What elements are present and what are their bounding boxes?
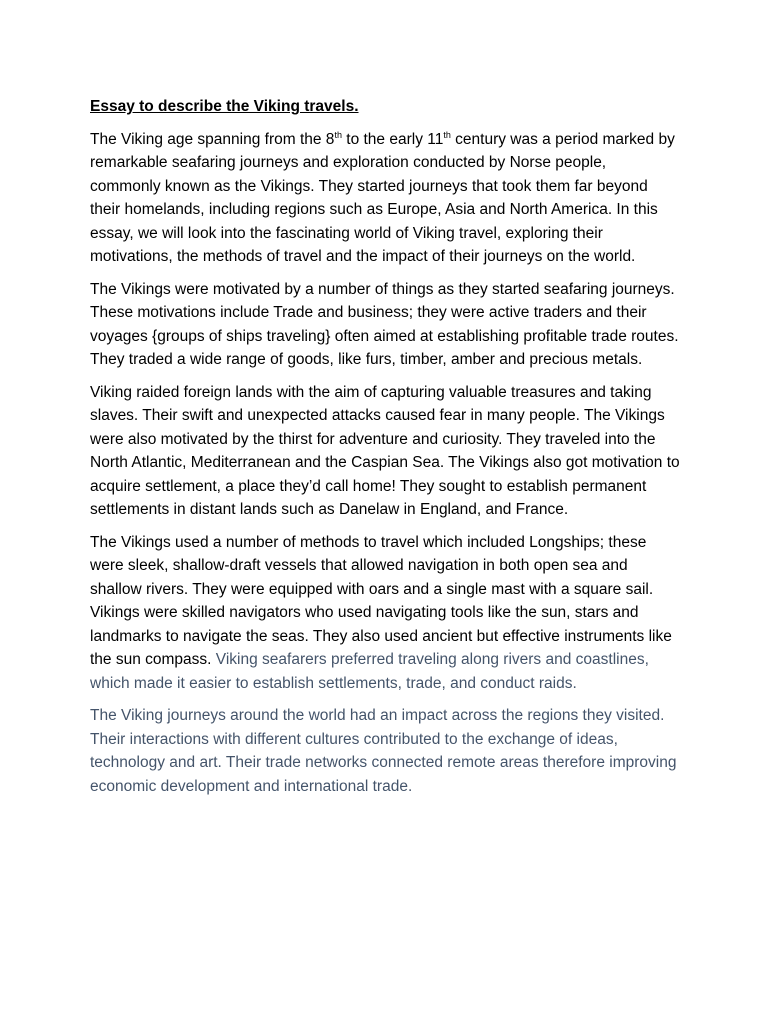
paragraph-methods (90, 531, 680, 696)
intro-text-b: to the early 11 (341, 130, 444, 148)
paragraph-intro (90, 128, 680, 269)
paragraph-raids: Viking raided foreign lands with the aim of capturing valuable treasures and taking slaves. Their swift and unexpected attacks caused fear in many people. The Vikings were also motivated by the thirst for adventure and curiosity. They traveled into the North Atlantic, Mediterranean and the Caspian Sea. The Vikings also got motivation to acquire settlement, a place they’d call home! They sought to establish permanent settlements in distant lands such as Danelaw in England, and France. (90, 383, 680, 518)
document-page (90, 95, 680, 807)
methods-text-muted: Viking seafarers preferred traveling along rivers and coastlines, which made it easier to establish settlements, trade, and conduct raids. (90, 651, 649, 692)
ordinal-suffix: th (334, 129, 342, 140)
methods-text: The Vikings used a number of methods to travel which included Longships; these were sleek, shallow-draft vessels that allowed navigation in both open sea and shallow rivers. They were equipped with oars and a single mast with a square sail. Vikings were skilled navigators who used navigating tools like the sun, stars and landmarks to navigate the seas. They also used ancient but effective instruments like the sun compass. (90, 533, 672, 668)
paragraph-motivations: The Vikings were motivated by a number of things as they started seafaring journeys. These motivations include Trade and business; they were active traders and their voyages {groups of ships traveling} often aimed at establishing profitable trade routes. They traded a wide range of goods, like furs, timber, amber and precious metals. (90, 280, 679, 368)
intro-text-c: century was a period marked by remarkable seafaring journeys and exploration conducted by Norse people, commonly known as the Vikings. They started journeys that took them far beyond their homelands, including regions such as Europe, Asia and North America. In this essay, we will look into the fascinating world of Viking travel, exploring their motivations, the methods of travel and the impact of their journeys on the world. (90, 130, 675, 265)
intro-text-a: The Viking age spanning from the 8 (90, 130, 335, 148)
paragraph-impact: The Viking journeys around the world had an impact across the regions they visited. Their interactions with different cultures contributed to the exchange of ideas, technology and art. Their trade networks connected remote areas therefore improving economic development and international trade. (90, 707, 677, 795)
essay-title: Essay to describe the Viking travels. (90, 98, 359, 115)
ordinal-suffix: th (443, 129, 451, 140)
